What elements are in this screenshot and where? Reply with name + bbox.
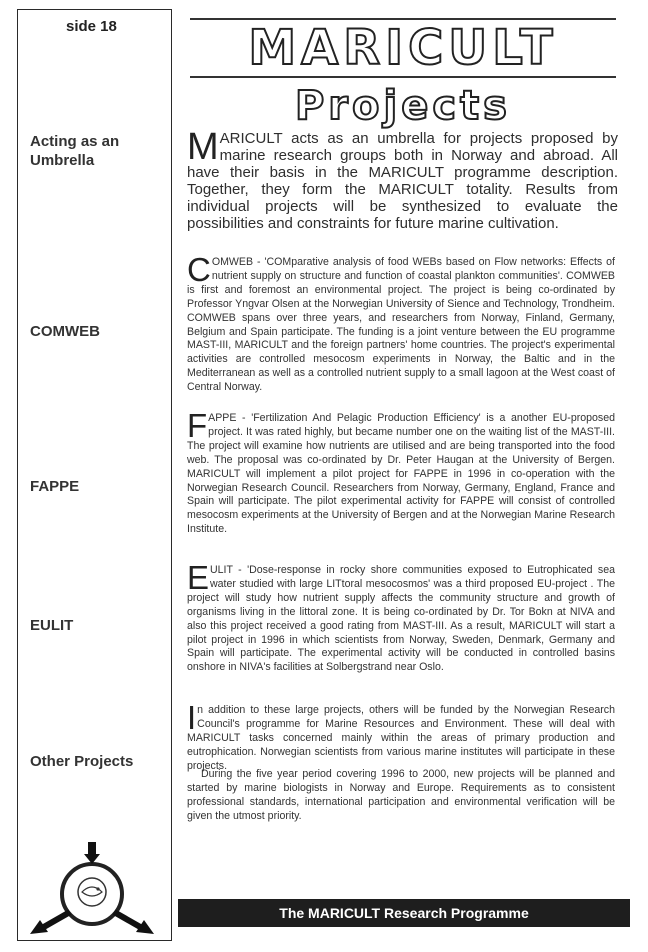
sidebar-label-fappe: FAPPE — [30, 478, 80, 495]
intro-text: ARICULT acts as an umbrella for projects proposed by marine research groups both in Norway and abroad. All have their basis in the MARICULT programme description. Together, they form the MARICULT totality. Results from individual projects will be synthesized to evaluate the possibilities and constraints for future marine cultivation. — [187, 130, 618, 233]
other-dropcap: I — [187, 699, 197, 736]
comweb-paragraph — [187, 251, 615, 395]
fappe-dropcap: F — [187, 407, 208, 444]
sidebar-label-eulit: EULIT — [30, 617, 74, 634]
sidebar-label-umbrella: Acting as an Umbrella — [30, 133, 120, 169]
other-projects-paragraph-2: During the five year period covering 1996 to 2000, new projects will be planned and started by marine biologists in Norway and Europe. Requirements as to consistent professional standards, international participation and environmental verification will be given the utmost priority. — [187, 768, 615, 822]
eulit-text: ULIT - 'Dose-response in rocky shore communities exposed to Eutrophicated sea water studied with large LITtoral mesocosmos' was a third proposed EU-project . The project will study how nutrient supply affects the community structure and growth of organisms living in the littoral zone. It is being co-ordinated by Dr. Tor Bokn at NIVA and also this project received a good rating from MAST-III. As a result, MARICULT will start a pilot project in 1996 in which scientists from Norway, Sweden, Denmark, Germany and Spain will participate. The experimental activity will be conducted in controlled basins onshore in NIVA's facilities at Solbergstrand near Oslo. — [187, 564, 615, 674]
intro-paragraph — [187, 126, 618, 233]
other-text: n addition to these large projects, others will be funded by the Norwegian Research Council's programme for Marine Resources and Environment. These will deal with MARICULT tasks concerned mainly within the areas of primary production and eutrophication. Norwegian scientists from various marine institutes will participate in these projects. — [187, 704, 615, 772]
page-number: side 18 — [66, 18, 117, 35]
sidebar-label-comweb: COMWEB — [30, 323, 100, 340]
other-projects-paragraph — [187, 699, 615, 774]
eulit-dropcap: E — [187, 559, 210, 596]
title-maricult: MARICULT — [190, 18, 616, 78]
title-projects: Projects — [294, 83, 511, 129]
comweb-text: OMWEB - 'COMparative analysis of food WEBs based on Flow networks: Effects of nutrient supply on structure and function of coastal plankton communities'. COMWEB is first and foremost an environmental project. The project is being co-ordinated by Professor Yngvar Olsen at the Norwegian University of Sience and Technology, Trondheim. COMWEB spans over three years, and researchers from Norway, Finland, Germany, Belgium and Spain participate. The funding is a joint venture between the EU programme MAST-III, MARICULT and the foreign partners' home countries. The project's experimental activities are controlled mesocosm experiments in Norway, the Baltic and in the Mediterranean as well as a controlled nutrient supply to a small lagoon at the West coast of Central Norway. — [187, 256, 615, 394]
sidebar — [17, 9, 172, 941]
intro-dropcap: M — [187, 126, 219, 168]
maricult-emblem-icon — [20, 842, 168, 938]
fappe-text: APPE - 'Fertilization And Pelagic Production Efficiency' is a another EU-proposed project. It was rated highly, but became number one on the waiting list of the MAST-III. The project will examine how nutrients are utilised and are being transported into the food web. The proposal was co-ordinated by Dr. Peter Haugan at the University of Bergen. MARICULT will implement a pilot project for FAPPE in 1996 in co-operation with the Norwegian Research Council. Researchers from Norway, Germany, England, France and Spain will participate. The pilot experimental activity for FAPPE will consist of controlled mesocosm experiments at the University of Bergen and at the Norwegian Marine Research Institute. — [187, 412, 615, 536]
comweb-dropcap: C — [187, 251, 211, 288]
footer-banner: The MARICULT Research Programme — [178, 899, 630, 927]
eulit-paragraph — [187, 559, 615, 675]
sidebar-label-other-projects: Other Projects — [30, 753, 134, 770]
fappe-paragraph — [187, 407, 615, 537]
